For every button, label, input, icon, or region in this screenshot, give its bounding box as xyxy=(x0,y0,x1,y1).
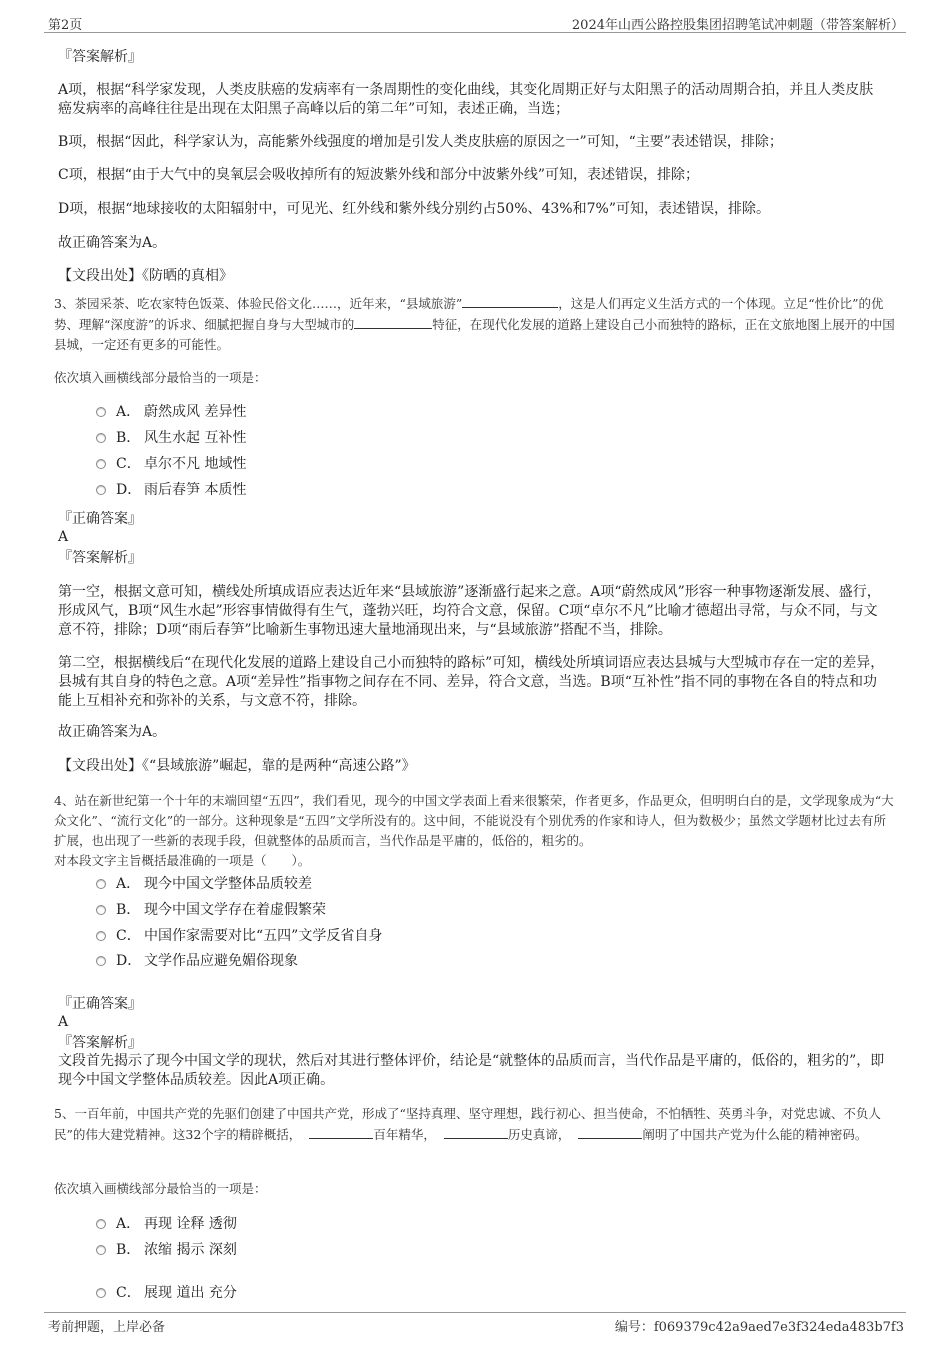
q4-option-b[interactable]: B． 现今中国文学存在着虚假繁荣 xyxy=(96,900,326,920)
q4-answer-label: 『正确答案』 xyxy=(58,996,142,1012)
radio-icon[interactable] xyxy=(96,459,106,469)
q2-source: 【文段出处】《防晒的真相》 xyxy=(58,268,233,284)
q3-analysis-1: 第一空，根据文意可知，横线处所填成语应表达近年来“县域旅游”逐渐盛行起来之意。A项“蔚然成风”形容一种事物逐渐发展、盛行，形成风气，B项“风生水起”形容事情做得有生气，蓬勃兴旺，均符合文意，保留。C项“卓尔不凡”比喻才德超出寻常，与众不同，与文意不符，排除；D项“雨后春笋”比喻新生事物迅速大量地涌现出来，与“县域旅游”搭配不当，排除。 xyxy=(58,584,881,638)
q3-stem-part2: ，这是人们再定义生活方式的一个体现。立足“性价比”的优势、理解“深度游”的诉求、细腻把握自身与大型城市的 xyxy=(54,296,884,332)
q3-option-c[interactable]: C． 卓尔不凡 地域性 xyxy=(96,454,246,474)
q5-stem-part3: 历史真谛， xyxy=(507,1127,571,1142)
q2-analysis-a: A项，根据“科学家发现，人类皮肤癌的发病率有一条周期性的变化曲线，其变化周期正好与太阳黑子的活动周期合拍，并且人类皮肤癌发病率的高峰往往是出现在太阳黑子高峰以后的第二年”可知，表述正确，当选； xyxy=(58,82,874,117)
q2-conclusion: 故正确答案为A。 xyxy=(58,235,167,251)
radio-icon[interactable] xyxy=(96,485,106,495)
radio-icon[interactable] xyxy=(96,905,106,915)
document-code: 编号：f069379c42a9aed7e3f324eda483b7f3 xyxy=(614,1320,904,1335)
q3-answer-label: 『正确答案』 xyxy=(58,511,142,527)
q3-prompt: 依次填入画横线部分最恰当的一项是： xyxy=(54,370,267,385)
q2-analysis-c: C项，根据“由于大气中的臭氧层会吸收掉所有的短波紫外线和部分中波紫外线”可知，表述错误，排除； xyxy=(58,167,700,183)
radio-icon[interactable] xyxy=(96,931,106,941)
q3-option-b[interactable]: B． 风生水起 互补性 xyxy=(96,428,246,448)
radio-icon[interactable] xyxy=(96,1245,106,1255)
q4-option-c[interactable]: C． 中国作家需要对比“五四”文学反省自身 xyxy=(96,926,382,946)
q5-option-a[interactable]: A． 再现 诠释 透彻 xyxy=(96,1214,237,1234)
q2-analysis-d: D项，根据“地球接收的太阳辐射中，可见光、红外线和紫外线分别约占50%、43%和7%”可知，表述错误，排除。 xyxy=(58,201,770,217)
q2-analysis-label: 『答案解析』 xyxy=(58,49,142,65)
q5-blank-1 xyxy=(309,1124,373,1139)
q3-stem-part1: 3、茶园采茶、吃农家特色饭菜、体验民俗文化……，近年来，“县域旅游” xyxy=(54,296,463,311)
q5-stem-part4: 阐明了中国共产党为什么能的精神密码。 xyxy=(642,1127,868,1142)
footer-divider xyxy=(44,1312,906,1313)
radio-icon[interactable] xyxy=(96,433,106,443)
q3-option-a[interactable]: A． 蔚然成风 差异性 xyxy=(96,402,246,422)
q4-option-d[interactable]: D． 文学作品应避免媚俗现象 xyxy=(96,951,298,971)
q3-blank-2 xyxy=(354,314,432,329)
q3-answer: A xyxy=(58,529,69,545)
radio-icon[interactable] xyxy=(96,407,106,417)
q2-analysis-b: B项，根据“因此，科学家认为，高能紫外线强度的增加是引发人类皮肤癌的原因之一”可知，“主要”表述错误，排除； xyxy=(58,134,783,150)
q5-blank-2 xyxy=(444,1124,508,1139)
radio-icon[interactable] xyxy=(96,956,106,966)
q3-conclusion: 故正确答案为A。 xyxy=(58,724,167,740)
q3-blank-1 xyxy=(462,293,558,308)
q3-analysis-label: 『答案解析』 xyxy=(58,550,142,566)
page-number: 第2页 xyxy=(48,18,83,33)
document-title: 2024年山西公路控股集团招聘笔试冲刺题（带答案解析） xyxy=(571,18,904,33)
header-divider xyxy=(44,32,906,33)
q5-prompt: 依次填入画横线部分最恰当的一项是： xyxy=(54,1181,267,1196)
q5-stem-part1: 5、一百年前，中国共产党的先驱们创建了中国共产党，形成了“坚持真理、坚守理想，践行初心、担当使命，不怕牺牲、英勇斗争，对党忠诚、不负人民”的伟大建党精神。这32个字的精辟概括， xyxy=(54,1106,881,1142)
footer-slogan: 考前押题，上岸必备 xyxy=(48,1320,166,1335)
q4-analysis: 文段首先揭示了现今中国文学的现状，然后对其进行整体评价，结论是“就整体的品质而言，当代作品是平庸的，低俗的，粗劣的”，即现今中国文学整体品质较差。因此A项正确。 xyxy=(58,1053,885,1088)
q3-source: 【文段出处】《“县域旅游”崛起，靠的是两种“高速公路”》 xyxy=(58,758,416,774)
q5-stem-part2: 百年精华， xyxy=(373,1127,436,1142)
q3-stem xyxy=(54,293,896,355)
q4-answer: A xyxy=(58,1014,69,1030)
q4-prompt: 对本段文字主旨概括最准确的一项是（ ）。 xyxy=(54,853,311,868)
q5-option-c[interactable]: C． 展现 道出 充分 xyxy=(96,1283,237,1303)
q4-option-a[interactable]: A． 现今中国文学整体品质较差 xyxy=(96,874,312,894)
q5-option-b[interactable]: B． 浓缩 揭示 深刻 xyxy=(96,1240,237,1260)
q3-stem-part3: 特征，在现代化发展的道路上建设自己小而独特的路标，正在文旅地图上展开的中国县城，一定还有更多的可能性。 xyxy=(54,317,895,352)
q4-stem: 4、站在新世纪第一个十年的末端回望“五四”，我们看见，现今的中国文学表面上看来很繁荣，作者更多，作品更众，但明明白白的是，文学现象成为“大众文化”、“流行文化”的一部分。这种现象是“五四”文学所没有的。这中间，不能说没有个别优秀的作家和诗人，但为数极少；虽然文学题材比过去有所扩展，也出现了一些新的表现手段，但就整体的品质而言，当代作品是平庸的，低俗的，粗劣的。 xyxy=(54,793,894,848)
radio-icon[interactable] xyxy=(96,1219,106,1229)
radio-icon[interactable] xyxy=(96,1288,106,1298)
q5-stem xyxy=(54,1104,896,1145)
q3-option-d[interactable]: D． 雨后春笋 本质性 xyxy=(96,480,246,500)
q3-analysis-2: 第二空，根据横线后“在现代化发展的道路上建设自己小而独特的路标”可知，横线处所填词语应表达县城与大型城市存在一定的差异，县城有其自身的特色之意。A项“差异性”指事物之间存在不同、差异，符合文意，当选。B项“互补性”指不同的事物在各自的特点和功能上互相补充和弥补的关系，与文意不符，排除。 xyxy=(58,655,885,709)
q4-analysis-label: 『答案解析』 xyxy=(58,1035,142,1051)
radio-icon[interactable] xyxy=(96,879,106,889)
q5-blank-3 xyxy=(578,1124,642,1139)
